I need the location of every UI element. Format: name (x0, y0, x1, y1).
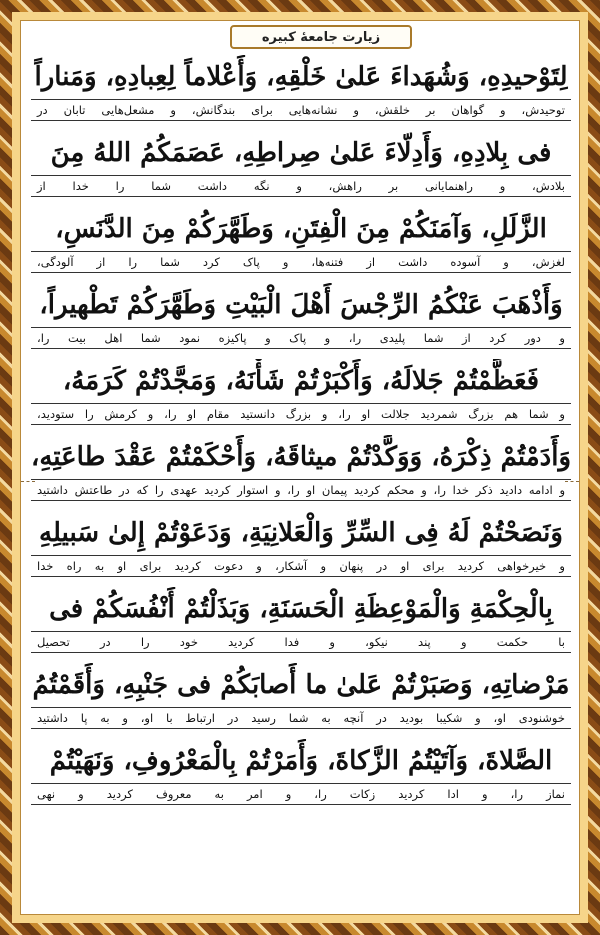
translation-text-6: و ادامه دادید ذکر خدا را، و محکم کردید پیمان او را، و استوار کردید عهدی را که در طاعتش داشتید (37, 483, 565, 497)
translation-line-1 (31, 99, 571, 121)
translation-line-10 (31, 783, 571, 805)
page (20, 20, 580, 915)
arabic-line-7: وَنَصَحْتُمْ لَهُ فِى السِّرِّ وَالْعَلانِيَةِ، وَدَعَوْتُمْ إِلىٰ سَبيلِهِ (39, 518, 563, 548)
translation-line-8 (31, 631, 571, 653)
arabic-line-2: فى بِلادِهِ، وَأَدِلّاءَ عَلىٰ صِراطِهِ، عَصَمَكُمُ اللهُ مِنَ (50, 138, 552, 168)
arabic-line-5: فَعَظَّمْتُمْ جَلالَهُ، وَأَكْبَرْتُمْ شَأْنَهُ، وَمَجَّدْتُمْ كَرَمَهُ، (62, 366, 540, 396)
text-rows (31, 55, 571, 805)
page-title: زیارت جامعهٔ کبیره (230, 25, 412, 49)
translation-text-4: و دور کرد از شما پلیدی را، و پاک و پاکیزه نمود شما اهل بیت را، (37, 331, 565, 345)
translation-text-10: نماز را، و ادا کردید زکات را، و امر به معروف کردید و نهی (37, 787, 565, 801)
translation-text-7: و خیرخواهی کردید برای او در پنهان و آشکار، و دعوت کردید برای او به راه خدا (37, 559, 565, 573)
translation-line-6 (31, 479, 571, 501)
translation-line-9 (31, 707, 571, 729)
arabic-line-4: وَأَذْهَبَ عَنْكُمُ الرِّجْسَ أَهْلَ الْبَيْتِ وَطَهَّرَكُمْ تَطْهيراً، (39, 290, 563, 320)
translation-text-3: لغزش، و آسوده داشت از فتنه‌ها، و پاک کرد شما را از آلودگی، (37, 255, 565, 269)
arabic-line-1: لِتَوْحيدِهِ، وَشُهَداءَ عَلىٰ خَلْقِهِ، وَأَعْلاماً لِعِبادِهِ، وَمَناراً (34, 62, 568, 92)
translation-text-5: و شما هم بزرگ شمردید جلالت او را، و بزرگ دانستید مقام او را، و کرمش را ستودید، (37, 407, 565, 421)
translation-line-2 (31, 175, 571, 197)
translation-line-5 (31, 403, 571, 425)
arabic-line-8: بِالْحِكْمَةِ وَالْمَوْعِظَةِ الْحَسَنَةِ، وَبَذَلْتُمْ أَنْفُسَكُمْ فى (49, 594, 553, 624)
translation-text-2: بلادش، و راهنمایانی بر راهش، و نگه داشت شما را خدا از (37, 179, 565, 193)
arabic-line-9: مَرْضاتِهِ، وَصَبَرْتُمْ عَلىٰ ما أَصابَكُمْ فى جَنْبِهِ، وَأَقَمْتُمُ (32, 670, 570, 700)
translation-line-3 (31, 251, 571, 273)
translation-line-7 (31, 555, 571, 577)
translation-text-8: با حکمت و پند نیکو، و فدا کردید خود را در تحصیل (37, 635, 565, 649)
arabic-line-6: وَأَدَمْتُمْ ذِكْرَهُ، وَوَكَّدْتُمْ ميثاقَهُ، وَأَحْكَمْتُمْ عَقْدَ طاعَتِهِ، (31, 442, 571, 472)
translation-text-9: خوشنودی او، و شکیبا بودید در آنچه به شما رسید در ارتباط با او، و به پا داشتید (37, 711, 565, 725)
arabic-line-3: الزَّلَلِ، وَآمَنَكُمْ مِنَ الْفِتَنِ، وَطَهَّرَكُمْ مِنَ الدَّنَسِ، (55, 214, 547, 244)
translation-line-4 (31, 327, 571, 349)
arabic-line-10: الصَّلاةَ، وَآتَيْتُمُ الزَّكاةَ، وَأَمَرْتُمْ بِالْمَعْرُوفِ، وَنَهَيْتُمْ (49, 746, 553, 776)
translation-text-1: توحیدش، و گواهان بر خلقش، و نشانه‌هایی برای بندگانش، و مشعل‌هایی تابان در (37, 103, 565, 117)
